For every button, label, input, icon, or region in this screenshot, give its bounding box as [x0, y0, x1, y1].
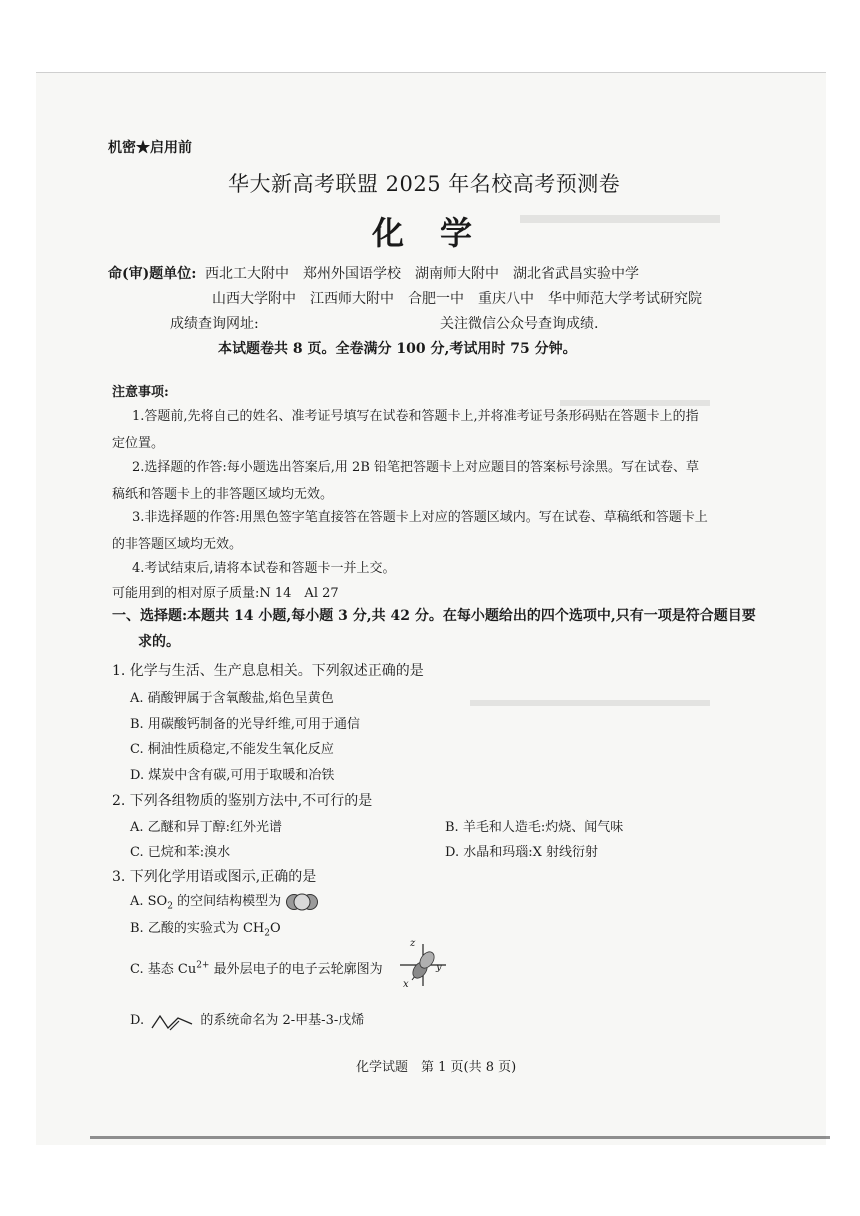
q1-option-d: D. 煤炭中含有碳,可用于取暖和冶铁 — [130, 768, 335, 783]
notice-item-3a: 3.非选择题的作答:用黑色签字笔直接答在答题卡上对应的答题区域内。写在试卷、草稿纸和答题卡上 — [132, 510, 708, 525]
notice-item-1a: 1.答题前,先将自己的姓名、准考证号填写在试卷和答题卡上,并将准考证号条形码贴在答题卡上的指 — [132, 409, 699, 424]
q3-option-b — [130, 917, 281, 939]
q2-option-c: C. 已烷和苯:溴水 — [130, 845, 231, 860]
axis-x-label: x — [403, 979, 409, 990]
notice-item-2a: 2.选择题的作答:每小题选出答案后,用 2B 铅笔把答题卡上对应题目的答案标号涂黑。写在试卷、草 — [132, 460, 700, 475]
subject-title: 化 学 — [372, 214, 475, 252]
query-url-label: 成绩查询网址: — [170, 316, 259, 332]
q3-c-text-post: 最外层电子的电子云轮廓图为 — [209, 962, 383, 977]
q3-stem: 3. 下列化学用语或图示,正确的是 — [112, 869, 317, 885]
scan-shadow — [90, 1136, 830, 1139]
exam-title: 华大新高考联盟 2025 年名校高考预测卷 — [228, 172, 621, 196]
units-line-2: 山西大学附中 江西师大附中 合肥一中 重庆八中 华中师范大学考试研究院 — [212, 291, 702, 307]
so2-model-icon — [285, 893, 319, 911]
skeletal-structure-icon — [148, 1010, 196, 1032]
atomic-mass: 可能用到的相对原子质量:N 14 Al 27 — [112, 586, 339, 601]
q3-option-d — [130, 1009, 364, 1032]
q3-option-c — [130, 958, 383, 977]
q3-c-sup: 2+ — [196, 960, 210, 971]
q3-a-sub: 2 — [167, 901, 173, 912]
q3-b-text-post: O — [269, 921, 281, 936]
bleed-through — [470, 700, 710, 706]
bleed-through — [520, 215, 720, 223]
section-1-heading: 一、选择题:本题共 14 小题,每小题 3 分,共 42 分。在每小题给出的四个选项中,只有一项是符合题目要 — [112, 608, 756, 624]
section-1-heading-cont: 求的。 — [138, 634, 180, 650]
q1-option-c: C. 桐油性质稳定,不能发生氧化反应 — [130, 742, 334, 757]
notice-item-4: 4.考试结束后,请将本试卷和答题卡一并上交。 — [132, 561, 396, 576]
q3-b-text: B. 乙酸的实验式为 CH — [130, 921, 265, 936]
notice-heading: 注意事项: — [112, 385, 169, 400]
q3-a-text: A. SO — [130, 894, 168, 909]
notice-item-2b: 稿纸和答题卡上的非答题区域均无效。 — [112, 487, 334, 502]
notice-item-1b: 定位置。 — [112, 436, 165, 451]
q3-d-text: 的系统命名为 2-甲基-3-戊烯 — [200, 1013, 365, 1028]
q3-a-text-post: 的空间结构模型为 — [172, 894, 282, 909]
q3-d-label: D. — [130, 1013, 145, 1028]
q2-option-b: B. 羊毛和人造毛:灼烧、闻气味 — [445, 820, 624, 835]
axis-y-label: y — [436, 962, 442, 973]
wechat-note: 关注微信公众号查询成绩. — [440, 316, 599, 332]
secret-label: 机密★启用前 — [108, 140, 192, 156]
exam-info: 本试题卷共 8 页。全卷满分 100 分,考试用时 75 分钟。 — [218, 341, 577, 357]
page-footer: 化学试题 第 1 页(共 8 页) — [356, 1060, 517, 1075]
q2-stem: 2. 下列各组物质的鉴别方法中,不可行的是 — [112, 793, 373, 809]
q3-c-text: C. 基态 Cu — [130, 962, 197, 977]
axis-z-label: z — [410, 938, 416, 949]
q1-stem: 1. 化学与生活、生产息息相关。下列叙述正确的是 — [112, 663, 424, 679]
notice-item-3b: 的非答题区域均无效。 — [112, 537, 243, 552]
q3-b-sub: 2 — [264, 928, 270, 939]
q1-option-b: B. 用碳酸钙制备的光导纤维,可用于通信 — [130, 717, 360, 732]
q3-option-a — [130, 890, 319, 912]
units-label: 命(审)题单位: — [108, 266, 197, 282]
q2-option-d: D. 水晶和玛瑙:X 射线衍射 — [445, 845, 598, 860]
q2-option-a: A. 乙醚和异丁醇:红外光谱 — [130, 820, 283, 835]
q1-option-a: A. 硝酸钾属于含氧酸盐,焰色呈黄色 — [130, 691, 334, 706]
units-line-1: 西北工大附中 郑州外国语学校 湖南师大附中 湖北省武昌实验中学 — [205, 266, 639, 282]
